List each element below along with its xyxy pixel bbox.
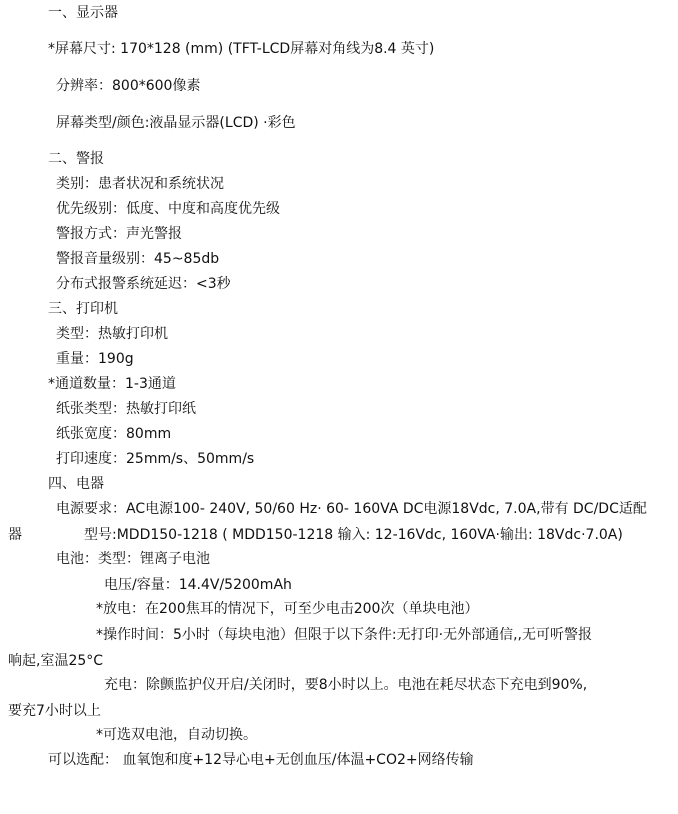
spec-alarm-volume: 警报音量级别：45~85db [56, 251, 220, 267]
spec-adapter-model: 型号:MDD150-1218 ( MDD150-1218 输入: 12-16Vdc, 160VA·输出: 18Vdc·7.0A) [84, 527, 623, 543]
spec-battery-voltage: 电压/容量：14.4V/5200mAh [104, 577, 292, 593]
spec-printer-weight: 重量：190g [56, 351, 134, 367]
spec-alarm-priority: 优先级别：低度、中度和高度优先级 [56, 201, 280, 217]
spec-alarm-delay: 分布式报警系统延迟：<3秒 [56, 276, 231, 292]
spec-print-speed: 打印速度：25mm/s、50mm/s [56, 451, 255, 467]
spec-power-requirement-cont: 器 [8, 527, 22, 543]
spec-resolution: 分辨率：800*600像素 [56, 78, 201, 94]
spec-alarm-category: 类别：患者状况和系统状况 [56, 176, 224, 192]
spec-printer-channels: *通道数量：1-3通道 [48, 376, 176, 392]
section-heading-alarm: 二、警报 [48, 151, 104, 167]
spec-printer-type: 类型：热敏打印机 [56, 326, 168, 342]
spec-screen-size: *屏幕尺寸: 170*128 (mm) (TFT-LCD屏幕对角线为8.4 英寸) [48, 41, 435, 57]
spec-screen-type: 屏幕类型/颜色:液晶显示器(LCD) ·彩色 [56, 115, 296, 131]
spec-charging-cont: 要充7小时以上 [8, 703, 101, 719]
spec-alarm-mode: 警报方式：声光警报 [56, 226, 182, 242]
spec-charging: 充电：除颤监护仪开启/关闭时，要8小时以上。电池在耗尽状态下充电到90%, [104, 677, 588, 693]
spec-operating-time-cont: 响起,室温25°C [8, 653, 104, 669]
section-heading-display: 一、显示器 [48, 5, 118, 21]
spec-dual-battery: *可选双电池，自动切换。 [96, 727, 257, 743]
spec-battery-discharge: *放电：在200焦耳的情况下，可至少电击200次（单块电池） [96, 601, 479, 617]
section-heading-printer: 三、打印机 [48, 301, 118, 317]
spec-operating-time: *操作时间：5小时（每块电池）但限于以下条件:无打印·无外部通信,,无可听警报 [96, 627, 592, 643]
spec-optional-accessories: 可以选配： 血氧饱和度+12导心电+无创血压/体温+CO2+网络传输 [48, 752, 474, 768]
spec-power-requirement: 电源要求：AC电源100- 240V, 50/60 Hz· 60- 160VA DC电源18Vdc, 7.0A,带有 DC/DC适配 [56, 501, 647, 517]
section-heading-electrical: 四、电器 [48, 476, 104, 492]
spec-battery-type: 电池：类型：锂离子电池 [56, 551, 210, 567]
spec-paper-type: 纸张类型：热敏打印纸 [56, 401, 196, 417]
spec-paper-width: 纸张宽度：80mm [56, 426, 172, 442]
